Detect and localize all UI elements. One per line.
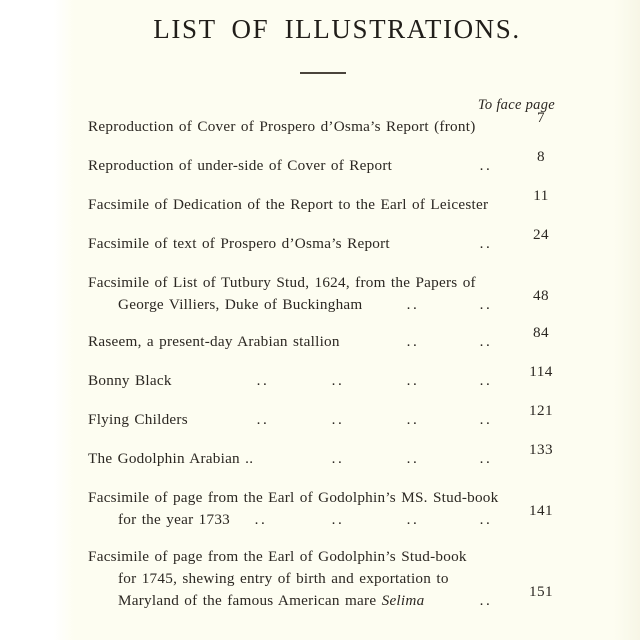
- entry-title-line: [0, 226, 640, 255]
- entry-text: Facsimile of Dedication of the Report to the Earl of Leicester: [88, 196, 489, 213]
- illustration-entry: [0, 402, 640, 431]
- leader-dots: ..: [479, 411, 493, 428]
- entry-page-number: 8: [537, 148, 545, 165]
- illustration-entry: [0, 324, 640, 353]
- page-title: LIST OF ILLUSTRATIONS.: [153, 14, 521, 45]
- entry-page-number: 84: [533, 324, 549, 341]
- entry-page-number: 133: [529, 441, 553, 458]
- entry-text: Maryland of the famous American mare Selima: [118, 592, 425, 609]
- entry-continuation-line: [0, 583, 640, 612]
- illustrations-list: [0, 109, 640, 627]
- entry-lines: [0, 487, 640, 531]
- entry-page-number: 48: [533, 287, 549, 304]
- entry-lines: [0, 363, 640, 392]
- illustration-entry: [0, 187, 640, 216]
- entry-lines: [0, 272, 640, 316]
- entry-title-line: [0, 187, 640, 216]
- entry-text: George Villiers, Duke of Buckingham: [118, 296, 363, 313]
- entry-text: Facsimile of page from the Earl of Godolphin’s MS. Stud-book: [88, 489, 499, 506]
- leader-dots: ..: [256, 372, 270, 389]
- entry-text: Flying Childers: [88, 411, 188, 428]
- entry-lines: [0, 109, 640, 138]
- entry-title-line: [0, 109, 640, 138]
- entry-page-number: 7: [537, 109, 545, 126]
- entry-text: Bonny Black: [88, 372, 172, 389]
- entry-lines: [0, 187, 640, 216]
- entry-lines: [0, 402, 640, 431]
- leader-dots: ..: [479, 372, 493, 389]
- leader-dots: ..: [406, 511, 420, 528]
- leader-dots: ..: [479, 157, 493, 174]
- leader-dots: ..: [331, 411, 345, 428]
- entry-page-number: 121: [529, 402, 553, 419]
- leader-dots: ..: [406, 450, 420, 467]
- title-divider-rule: [300, 72, 346, 74]
- entry-text: for 1745, shewing entry of birth and exportation to: [118, 570, 449, 587]
- entry-continuation-line: [0, 287, 640, 316]
- leader-dots: ..: [406, 296, 420, 313]
- leader-dots: ..: [254, 511, 268, 528]
- entry-lines: [0, 226, 640, 255]
- entry-page-number: 114: [529, 363, 553, 380]
- leader-dots: ..: [331, 511, 345, 528]
- illustration-entry: [0, 109, 640, 138]
- entry-text: The Godolphin Arabian ..: [88, 450, 254, 467]
- entry-title-line: [0, 546, 640, 568]
- entry-text: Facsimile of page from the Earl of Godolphin’s Stud-book: [88, 548, 467, 565]
- leader-dots: ..: [256, 411, 270, 428]
- leader-dots: ..: [479, 235, 493, 252]
- illustration-entry: [0, 363, 640, 392]
- entry-title-line: [0, 363, 640, 392]
- entry-title-line: [0, 324, 640, 353]
- illustration-entry: [0, 441, 640, 470]
- leader-dots: ..: [406, 372, 420, 389]
- leader-dots: ..: [479, 450, 493, 467]
- entry-page-number: 141: [529, 502, 553, 519]
- entry-text: Facsimile of text of Prospero d’Osma’s Report: [88, 235, 390, 252]
- entry-page-number: 24: [533, 226, 549, 243]
- leader-dots: ..: [331, 450, 345, 467]
- leader-dots: ..: [479, 592, 493, 609]
- leader-dots: ..: [406, 411, 420, 428]
- entry-lines: [0, 441, 640, 470]
- column-header-to-face-page: To face page: [477, 97, 555, 113]
- illustration-entry: [0, 272, 640, 316]
- illustration-entry: [0, 487, 640, 531]
- entry-text: Raseem, a present-day Arabian stallion: [88, 333, 340, 350]
- entry-lines: [0, 148, 640, 177]
- leader-dots: ..: [479, 296, 493, 313]
- entry-continuation-line: [0, 502, 640, 531]
- leader-dots: ..: [331, 372, 345, 389]
- leader-dots: ..: [479, 333, 493, 350]
- entry-page-number: 11: [533, 187, 549, 204]
- entry-lines: [0, 546, 640, 612]
- entry-title-line: [0, 148, 640, 177]
- entry-title-line: [0, 441, 640, 470]
- illustration-entry: [0, 148, 640, 177]
- illustration-entry: [0, 226, 640, 255]
- entry-text: for the year 1733: [118, 511, 231, 528]
- entry-page-number: 151: [529, 583, 553, 600]
- entry-text: Reproduction of under-side of Cover of Report: [88, 157, 393, 174]
- entry-title-line: [0, 402, 640, 431]
- leader-dots: ..: [479, 511, 493, 528]
- leader-dots: ..: [406, 333, 420, 350]
- entry-text: Facsimile of List of Tutbury Stud, 1624, from the Papers of: [88, 274, 476, 291]
- entry-text: Reproduction of Cover of Prospero d’Osma’s Report (front): [88, 118, 476, 135]
- entry-lines: [0, 324, 640, 353]
- illustration-entry: [0, 546, 640, 612]
